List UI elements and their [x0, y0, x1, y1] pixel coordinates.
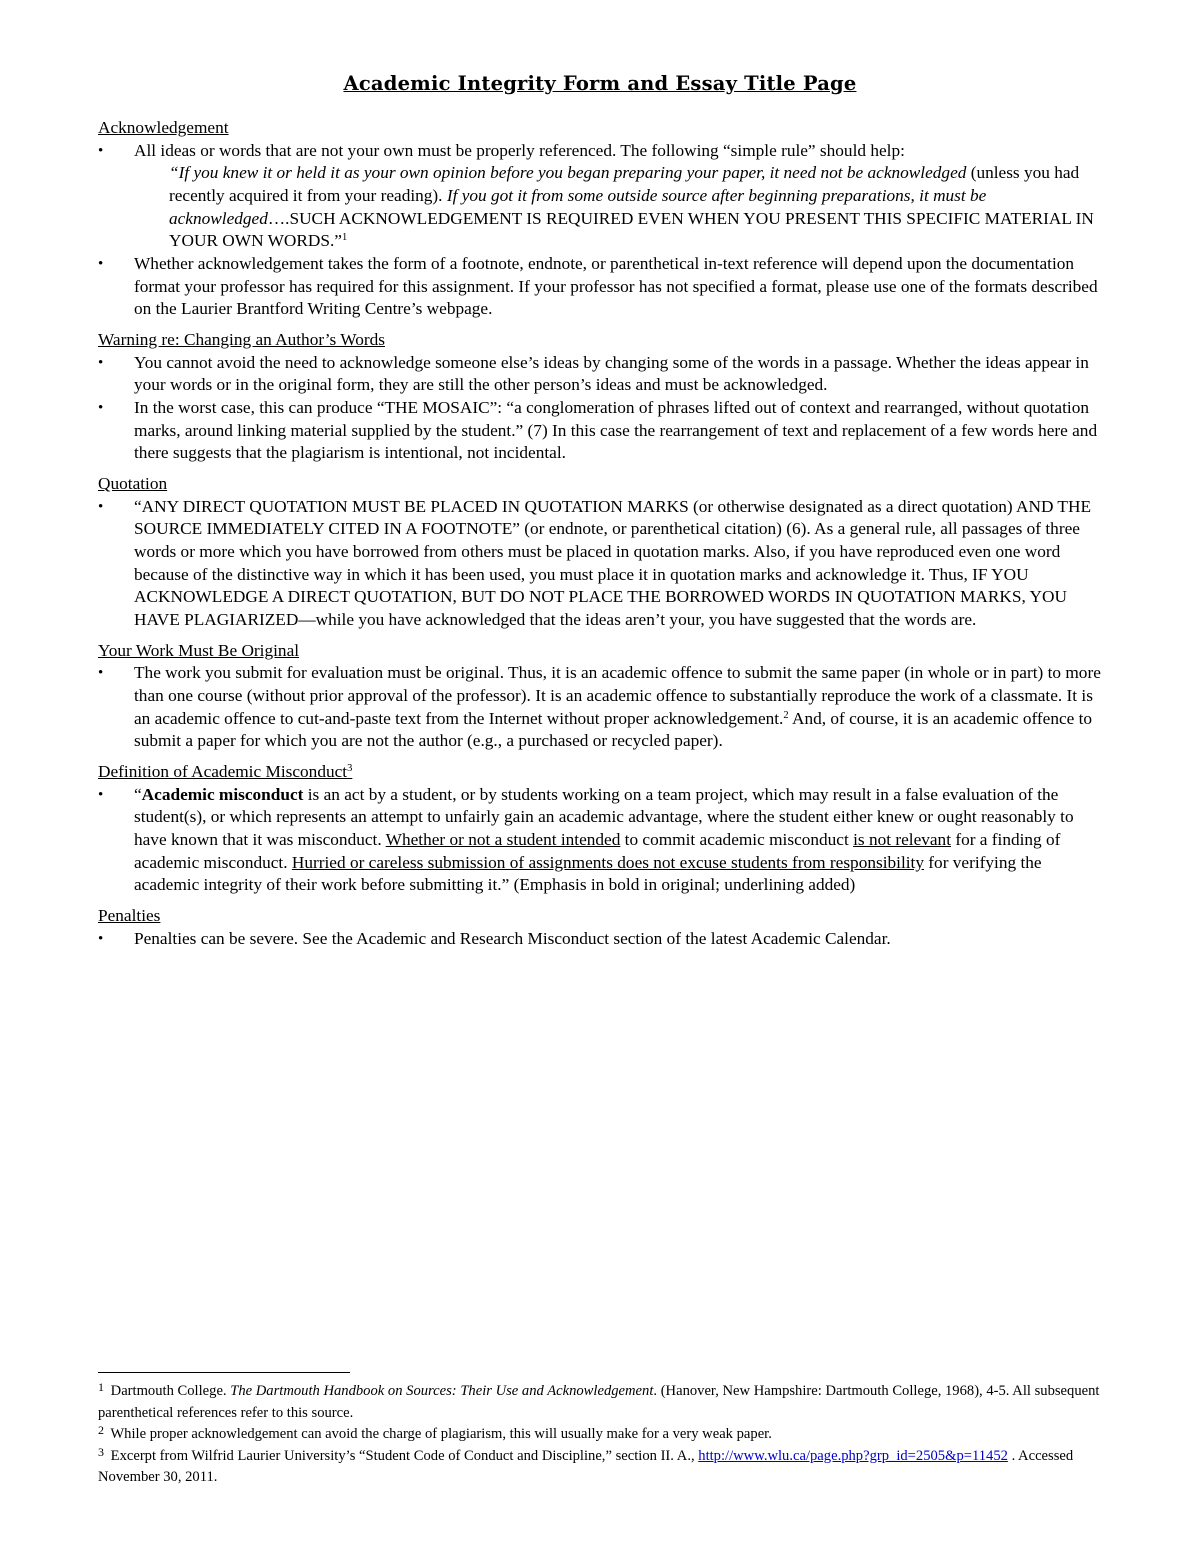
- bullet-icon: •: [98, 142, 104, 159]
- footnote-ref-2: 2: [783, 709, 789, 721]
- bullet-icon: •: [98, 400, 104, 417]
- paragraph-text: for a finding of academic misconduct.: [134, 830, 1061, 872]
- footnote-3: [98, 1446, 1102, 1489]
- section-acknowledgement: [98, 117, 1102, 321]
- footnote-1: [98, 1381, 1102, 1424]
- paragraph-text: “ANY DIRECT QUOTATION MUST BE PLACED IN QUOTATION MARKS (or otherwise designated as a direct quotation) AND THE SOURCE IMMEDIATELY CITED IN A FOOTNOTE” (or endnote, or parenthetical citation) (6). As a general rule, all passages of three words or more which you have borrowed from others must be placed in quotation marks. Also, if you have reproduced even one word because of the distinctive way in which it has been used, you must place it in quotation marks and acknowledge it. Thus, IF YOU ACKNOWLEDGE A DIRECT QUOTATION, BUT DO NOT PLACE THE BORROWED WORDS IN QUOTATION MARKS, YOU HAVE PLAGIARIZED—while you have acknowledged that the ideas aren’t your, you have suggested that the words are.: [134, 496, 1092, 630]
- paragraph-text: to commit academic misconduct: [620, 830, 854, 850]
- section-penalties: [98, 905, 1102, 950]
- paragraph-text: And, of course, it is an academic offence to submit a paper for which you are not the author (e.g., a purchased or recycled paper).: [134, 708, 1093, 751]
- simple-rule-quote: [134, 162, 1102, 253]
- quote-italic: If you got it from some outside source after beginning preparations, it must be acknowledged: [169, 185, 987, 228]
- wlu-link[interactable]: http://www.wlu.ca/page.php?grp_id=2505&p=11452: [698, 1447, 1008, 1464]
- footnote-text: Excerpt from Wilfrid Laurier University’s “Student Code of Conduct and Discipline,” section II. A.,: [107, 1447, 699, 1464]
- bullet-icon: •: [98, 498, 104, 515]
- quotation-list: [98, 496, 1102, 632]
- bullet-icon: •: [98, 786, 104, 803]
- footnote-text: . Accessed November 30, 2011.: [98, 1447, 1074, 1486]
- misconduct-list: [98, 784, 1102, 898]
- paragraph-text: Whether acknowledgement takes the form of a footnote, endnote, or parenthetical in-text reference will depend upon the documentation format your professor has required for this assignment. If your professor has not specified a format, please use one of the formats described on the Laurier Brantford Writing Centre’s webpage.: [134, 254, 1098, 319]
- bold-term: Academic misconduct: [141, 784, 304, 804]
- bullet-icon: •: [98, 354, 104, 371]
- footnote-text: . (Hanover, New Hampshire: Dartmouth College, 1968), 4-5. All subsequent parenthetical references refer to this source.: [98, 1383, 1100, 1421]
- footnote-separator: [98, 1372, 350, 1373]
- acknowledgement-list: [98, 140, 1102, 322]
- paragraph-text: You cannot avoid the need to acknowledge someone else’s ideas by changing some of the words in a passage. Whether the ideas appear in your words or in the original form, they are still the other person’s ideas and must be acknowledged.: [134, 352, 1089, 395]
- quote-text: (unless you had recently acquired it from your reading).: [169, 163, 1080, 205]
- footnote-italic-title: The Dartmouth Handbook on Sources: Their Use and Acknowledgement: [230, 1383, 654, 1399]
- original-work-list: [98, 662, 1102, 753]
- footnote-text: Dartmouth College.: [107, 1383, 231, 1399]
- list-item: [98, 784, 1102, 898]
- list-item: [98, 496, 1102, 632]
- paragraph-text: is an act by a student, or by students working on a team project, which may result in a false evaluation of the student(s), or which represents an attempt to unfairly gain an academic advantage, where the student either knew or ought reasonably to have known that it was misconduct.: [134, 784, 1074, 850]
- paragraph-text: Penalties can be severe. See the Academic and Research Misconduct section of the latest Academic Calendar.: [134, 928, 891, 948]
- quote-italic: “If you knew it or held it as your own opinion before you began preparing your paper, it need not be acknowledged: [169, 163, 967, 183]
- paragraph-text: The work you submit for evaluation must be original. Thus, it is an academic offence to submit the same paper (in whole or in part) to more than one course (without prior approval of the professor). It is an academic offence to substantially reproduce the work of a classmate. It is an academic offence to cut-and-paste text from the Internet without proper acknowledgement.: [134, 663, 1101, 728]
- paragraph-text: In the worst case, this can produce “THE MOSAIC”: “a conglomeration of phrases lifted out of context and rearranged, without quotation marks, around linking material supplied by the student.” (7) In this case the rearrangement of text and replacement of a few words here and there suggests that the plagiarism is intentional, not incidental.: [134, 398, 1098, 463]
- section-original-work: [98, 640, 1102, 753]
- footnote-number: 1: [98, 1380, 104, 1394]
- section-heading-original-work: Your Work Must Be Original: [98, 640, 300, 660]
- penalties-list: [98, 928, 1102, 951]
- footnote-text: While proper acknowledgement can avoid the charge of plagiarism, this will usually make for a very weak paper.: [107, 1426, 772, 1443]
- footnote-number: 2: [98, 1423, 104, 1438]
- section-heading-warning: Warning re: Changing an Author’s Words: [98, 330, 385, 350]
- document-page: [98, 72, 1102, 958]
- section-misconduct: [98, 761, 1102, 897]
- list-item: [98, 140, 1102, 254]
- page-title: Academic Integrity Form and Essay Title Page: [343, 72, 857, 95]
- quote-text: ….SUCH ACKNOWLEDGEMENT IS REQUIRED EVEN WHEN YOU PRESENT THIS SPECIFIC MATERIAL IN YOUR OWN WORDS.”: [169, 208, 1094, 251]
- section-heading-quotation: Quotation: [98, 474, 168, 494]
- underlined-text: Hurried or careless submission of assignments does not excuse students from responsibility: [291, 852, 924, 872]
- footnotes: [98, 1372, 1102, 1489]
- list-item: [98, 352, 1102, 397]
- list-item: [98, 397, 1102, 465]
- open-quote: “: [134, 784, 142, 804]
- footnote-2: [98, 1424, 1102, 1446]
- heading-text: Definition of Academic Misconduct: [98, 762, 348, 782]
- section-warning: [98, 329, 1102, 465]
- list-item: [98, 662, 1102, 753]
- section-heading-acknowledgement: Acknowledgement: [98, 118, 229, 137]
- section-heading-misconduct: [98, 761, 1102, 784]
- paragraph-text: for verifying the academic integrity of their work before submitting it.” (Emphasis in bold in original; underlining added): [134, 852, 1042, 895]
- underlined-text: Whether or not a student intended: [385, 830, 621, 850]
- list-item: [98, 928, 1102, 951]
- section-quotation: [98, 473, 1102, 632]
- list-item: [98, 253, 1102, 321]
- paragraph-text: All ideas or words that are not your own must be properly referenced. The following “simple rule” should help:: [134, 140, 905, 160]
- bullet-icon: •: [98, 665, 104, 682]
- bullet-icon: •: [98, 930, 104, 947]
- footnote-ref-1: 1: [341, 232, 348, 244]
- underlined-text: is not relevant: [853, 830, 951, 850]
- section-heading-penalties: Penalties: [98, 906, 161, 926]
- warning-list: [98, 352, 1102, 466]
- footnote-ref-3: 3: [347, 763, 353, 775]
- bullet-icon: •: [98, 256, 104, 273]
- footnote-number: 3: [98, 1444, 104, 1459]
